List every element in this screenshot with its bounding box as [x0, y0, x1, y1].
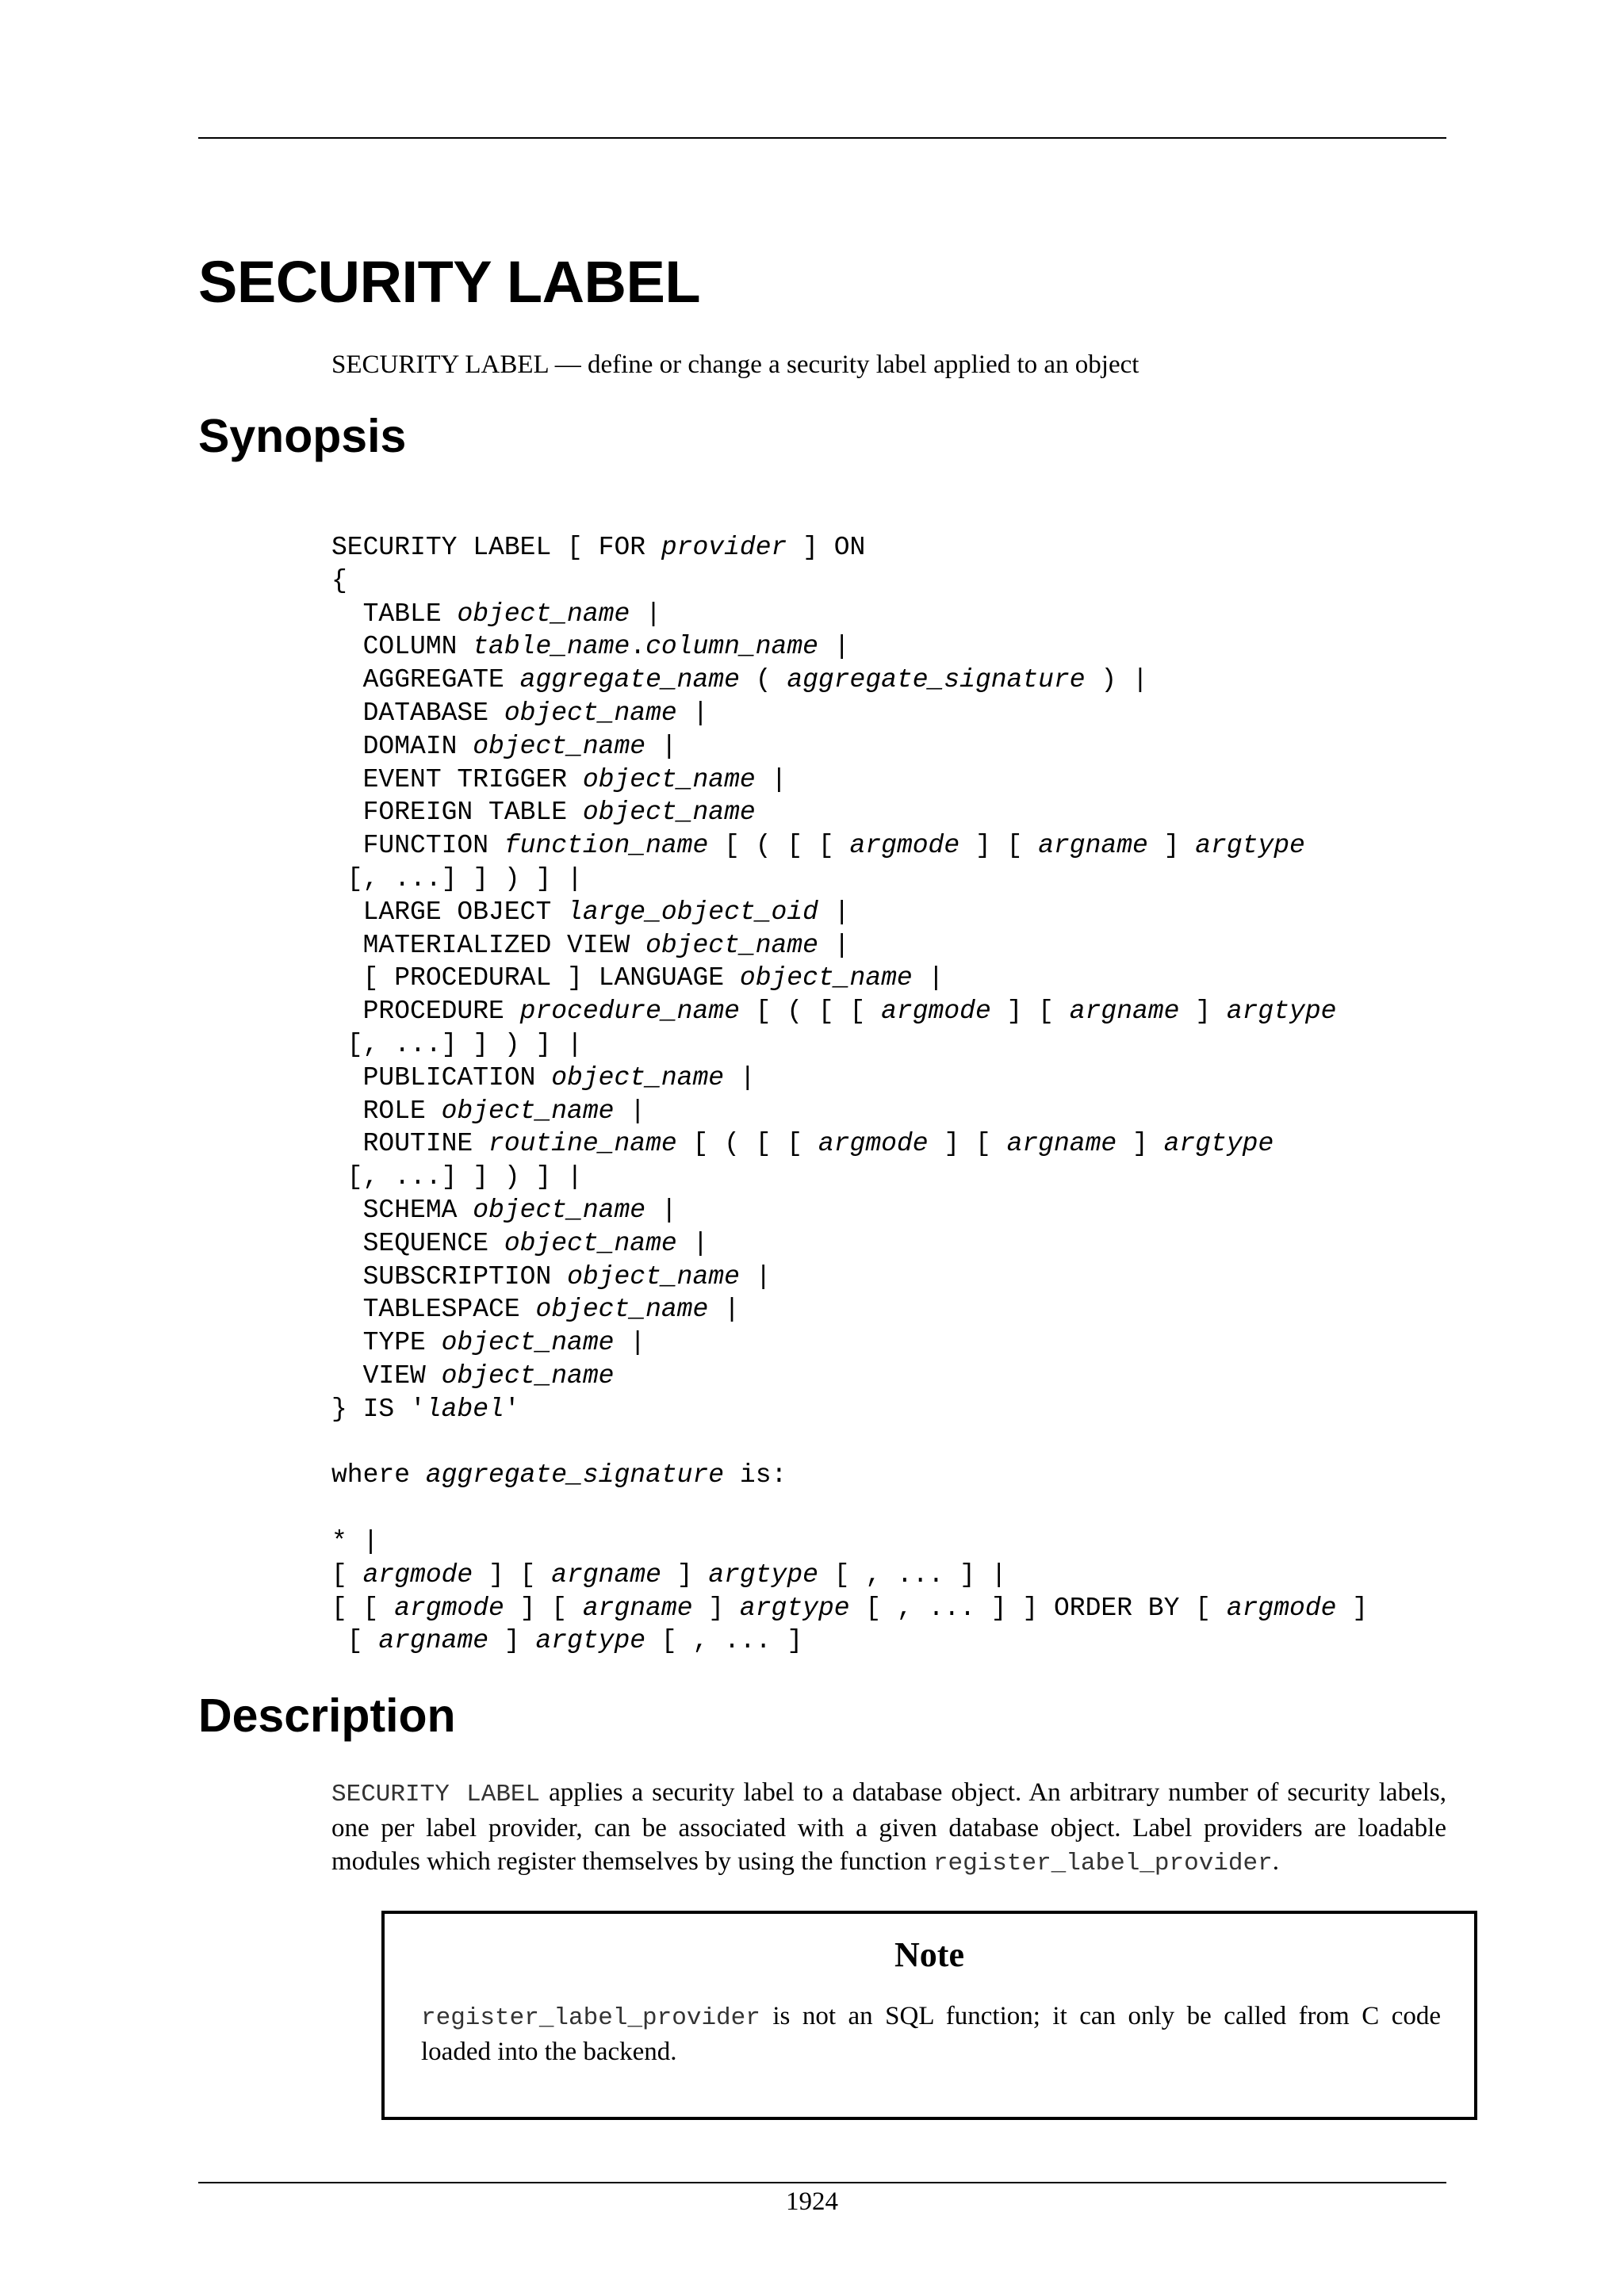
synopsis-placeholder: label — [425, 1394, 504, 1424]
synopsis-keyword: | — [739, 1261, 772, 1292]
synopsis-placeholder: object_name — [551, 1062, 725, 1093]
synopsis-placeholder: object_name — [582, 764, 756, 794]
synopsis-placeholder: object_name — [457, 599, 630, 629]
synopsis-keyword: | — [614, 1096, 646, 1126]
synopsis-placeholder: argmode — [362, 1559, 473, 1590]
synopsis-keyword: | — [614, 1328, 646, 1358]
synopsis-keyword: | — [818, 897, 850, 927]
synopsis-keyword: ] [ — [928, 1129, 1007, 1159]
synopsis-keyword: TABLESPACE — [331, 1295, 536, 1325]
synopsis-keyword: SEQUENCE — [331, 1228, 504, 1258]
synopsis-placeholder: provider — [661, 533, 787, 562]
description-paragraph — [331, 1776, 1446, 1881]
synopsis-placeholder: aggregate_signature — [787, 665, 1086, 695]
synopsis-placeholder: argmode — [818, 1129, 929, 1159]
synopsis-keyword: ROUTINE — [331, 1129, 489, 1159]
synopsis-keyword: | — [912, 963, 944, 993]
synopsis-placeholder: object_name — [441, 1096, 615, 1126]
synopsis-keyword: SECURITY LABEL [ FOR — [331, 533, 661, 562]
synopsis-placeholder: argtype — [1163, 1129, 1274, 1159]
synopsis-keyword: [ ( [ [ — [708, 831, 850, 861]
synopsis-keyword: | — [645, 1195, 677, 1225]
synopsis-placeholder: object_name — [645, 930, 818, 960]
synopsis-keyword: [, ...] ] ) ] | — [331, 1029, 583, 1059]
function-literal: register_label_provider — [933, 1850, 1273, 1877]
synopsis-keyword: | — [755, 764, 787, 794]
synopsis-keyword: DATABASE — [331, 698, 504, 728]
synopsis-placeholder: argtype — [708, 1559, 818, 1590]
note-text: is not an SQL function; it can only be called from C code loaded into the backend. — [421, 2002, 1441, 2066]
synopsis-placeholder: argname — [1069, 997, 1180, 1027]
synopsis-keyword: | — [676, 1228, 709, 1258]
synopsis-placeholder: argname — [1038, 831, 1148, 861]
synopsis-keyword: EVENT TRIGGER — [331, 764, 583, 794]
synopsis-placeholder: object_name — [441, 1360, 615, 1391]
synopsis-keyword: | — [818, 632, 850, 662]
synopsis-keyword: ] — [1336, 1593, 1369, 1623]
synopsis-placeholder: argtype — [535, 1626, 646, 1656]
page-number: 1924 — [786, 2187, 838, 2216]
synopsis-keyword: [ ( [ [ — [676, 1129, 818, 1159]
synopsis-keyword: [ — [331, 1559, 363, 1590]
synopsis-keyword: AGGREGATE — [331, 665, 520, 695]
synopsis-keyword: FUNCTION — [331, 831, 504, 861]
synopsis-keyword: [ — [331, 1626, 379, 1656]
synopsis-keyword: ] — [692, 1593, 740, 1623]
synopsis-keyword: | — [818, 930, 850, 960]
synopsis-keyword: } IS ' — [331, 1394, 426, 1424]
synopsis-placeholder: argmode — [881, 997, 991, 1027]
synopsis-placeholder: aggregate_name — [519, 665, 740, 695]
synopsis-keyword: [ , ... ] — [645, 1626, 803, 1656]
synopsis-keyword: ( — [739, 665, 787, 695]
synopsis-placeholder: argname — [582, 1593, 693, 1623]
note-function-literal: register_label_provider — [421, 2004, 760, 2032]
synopsis-keyword: | — [645, 731, 677, 761]
synopsis-placeholder: object_name — [473, 731, 646, 761]
synopsis-keyword: ] — [1116, 1129, 1164, 1159]
synopsis-keyword: ) | — [1085, 665, 1148, 695]
synopsis-keyword: [ , ... ] | — [818, 1559, 1007, 1590]
synopsis-keyword: VIEW — [331, 1360, 442, 1391]
synopsis-keyword: ] [ — [473, 1559, 552, 1590]
synopsis-keyword: [ ( [ [ — [739, 997, 882, 1027]
synopsis-keyword: ] [ — [504, 1593, 583, 1623]
synopsis-placeholder: argname — [378, 1626, 489, 1656]
description-end: . — [1272, 1847, 1279, 1876]
synopsis-keyword: | — [630, 599, 661, 629]
synopsis-keyword: MATERIALIZED VIEW — [331, 930, 646, 960]
synopsis-keyword: ] ON — [787, 533, 866, 562]
synopsis-placeholder: function_name — [504, 831, 709, 861]
synopsis-keyword: ] — [1147, 831, 1196, 861]
synopsis-heading: Synopsis — [198, 410, 407, 462]
synopsis-keyword: TABLE — [331, 599, 458, 629]
synopsis-keyword: ] [ — [990, 997, 1070, 1027]
synopsis-keyword: | — [724, 1062, 756, 1093]
page-title: SECURITY LABEL — [198, 249, 701, 315]
synopsis-placeholder: large_object_oid — [567, 897, 818, 927]
synopsis-keyword: [, ...] ] ) ] | — [331, 863, 583, 894]
description-heading: Description — [198, 1689, 456, 1742]
synopsis-keyword: | — [708, 1295, 740, 1325]
synopsis-keyword: PUBLICATION — [331, 1062, 552, 1093]
synopsis-keyword: is: — [724, 1460, 787, 1490]
synopsis-keyword: | — [676, 698, 709, 728]
header-rule — [198, 137, 1446, 139]
synopsis-keyword: [ , ... ] ] ORDER BY [ — [849, 1593, 1227, 1623]
synopsis-placeholder: column_name — [645, 632, 818, 662]
synopsis-keyword: [, ...] ] ) ] | — [331, 1162, 583, 1192]
synopsis-keyword: DOMAIN — [331, 731, 473, 761]
synopsis-placeholder: object_name — [582, 798, 756, 828]
synopsis-placeholder: object_name — [739, 963, 913, 993]
synopsis-placeholder: argmode — [394, 1593, 504, 1623]
synopsis-placeholder: argtype — [1195, 831, 1305, 861]
synopsis-placeholder: table_name — [473, 632, 630, 662]
synopsis-placeholder: object_name — [535, 1295, 709, 1325]
synopsis-code-block — [331, 531, 1368, 1658]
synopsis-keyword: [ [ — [331, 1593, 395, 1623]
synopsis-placeholder: procedure_name — [519, 997, 740, 1027]
synopsis-placeholder: argtype — [1226, 997, 1337, 1027]
synopsis-keyword: ] — [488, 1626, 536, 1656]
note-title: Note — [894, 1935, 964, 1974]
footer-rule — [198, 2182, 1446, 2183]
command-literal: SECURITY LABEL — [331, 1781, 541, 1808]
synopsis-placeholder: object_name — [441, 1328, 615, 1358]
synopsis-placeholder: object_name — [473, 1195, 646, 1225]
description-text: applies a security label to a database object. An arbitrary number of security labels, one per label provider, can be associated with a given database object. Label providers are loadable modules which register themselves by using the function — [331, 1778, 1446, 1876]
synopsis-keyword: ] [ — [959, 831, 1039, 861]
synopsis-keyword: COLUMN — [331, 632, 473, 662]
synopsis-placeholder: argtype — [739, 1593, 850, 1623]
synopsis-keyword: where — [331, 1460, 426, 1490]
synopsis-keyword: PROCEDURE — [331, 997, 520, 1027]
note-body — [421, 1999, 1441, 2068]
synopsis-placeholder: argmode — [1226, 1593, 1337, 1623]
synopsis-keyword: { — [331, 565, 347, 595]
synopsis-placeholder: aggregate_signature — [425, 1460, 725, 1490]
synopsis-keyword: ' — [504, 1394, 520, 1424]
synopsis-keyword: * | — [331, 1526, 379, 1556]
synopsis-placeholder: argname — [551, 1559, 661, 1590]
synopsis-placeholder: argmode — [849, 831, 960, 861]
synopsis-keyword: [ PROCEDURAL ] LANGUAGE — [331, 963, 740, 993]
synopsis-keyword: FOREIGN TABLE — [331, 798, 583, 828]
note-box — [381, 1911, 1477, 2120]
synopsis-placeholder: object_name — [504, 698, 677, 728]
synopsis-placeholder: object_name — [567, 1261, 740, 1292]
synopsis-keyword: . — [630, 632, 646, 662]
synopsis-keyword: LARGE OBJECT — [331, 897, 568, 927]
refpurpose: SECURITY LABEL — define or change a security label applied to an object — [331, 350, 1139, 379]
synopsis-keyword: SCHEMA — [331, 1195, 473, 1225]
synopsis-placeholder: object_name — [504, 1228, 677, 1258]
synopsis-keyword: ] — [1179, 997, 1227, 1027]
synopsis-placeholder: argname — [1006, 1129, 1117, 1159]
synopsis-keyword: SUBSCRIPTION — [331, 1261, 568, 1292]
synopsis-placeholder: routine_name — [488, 1129, 677, 1159]
synopsis-keyword: TYPE — [331, 1328, 442, 1358]
synopsis-keyword: ROLE — [331, 1096, 442, 1126]
synopsis-keyword: ] — [661, 1559, 709, 1590]
